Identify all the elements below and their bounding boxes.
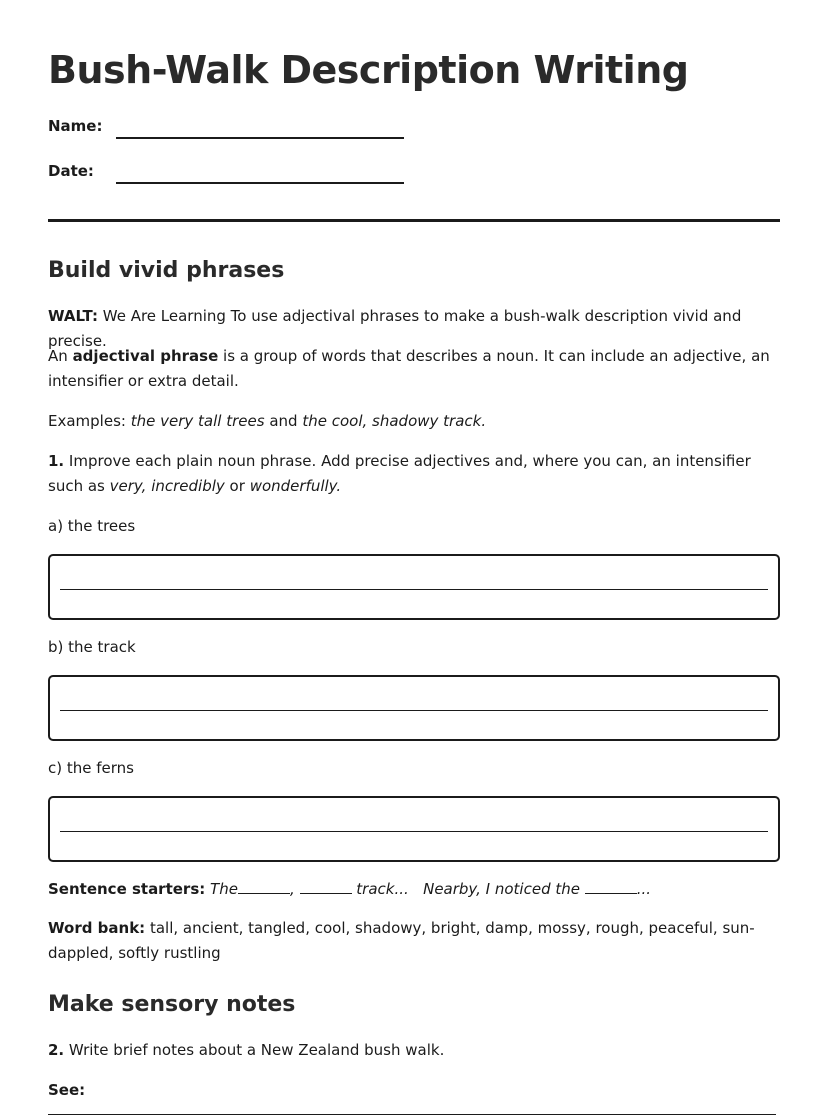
q1-word-1: very,: [109, 477, 147, 495]
write-line: [60, 589, 768, 590]
q1-or: or: [229, 477, 245, 495]
item-label-b: b) the track: [48, 638, 136, 656]
wordbank-text: tall, ancient, tangled, cool, shadowy, bright, damp, mossy, rough, peaceful, sun-dappled, softly rustling: [48, 919, 755, 962]
date-field[interactable]: [116, 182, 404, 184]
q1-number: 1.: [48, 452, 65, 470]
header-divider: [48, 219, 780, 222]
answer-box-c[interactable]: [48, 796, 780, 862]
question-1: [48, 449, 780, 499]
starter-1-a: The: [210, 880, 238, 898]
examples-and: and: [269, 412, 298, 430]
item-label-a: a) the trees: [48, 517, 136, 535]
wordbank-label: Word bank:: [48, 919, 146, 937]
blank-line: [238, 881, 290, 894]
answer-box-a[interactable]: [48, 554, 780, 620]
q1-text: Improve each plain noun phrase. Add precise adjectives and, where you can, an intensifier such as: [48, 452, 751, 495]
walt-label: WALT:: [48, 307, 98, 325]
q1-word-3: wonderfully.: [249, 477, 342, 495]
section-heading-sensory: Make sensory notes: [48, 992, 296, 1017]
page-title: Bush-Walk Description Writing: [48, 48, 689, 92]
starter-1-c: track...: [356, 880, 409, 898]
question-2: [48, 1038, 780, 1063]
write-line: [60, 831, 768, 832]
answer-box-b[interactable]: [48, 675, 780, 741]
definition-pre: An: [48, 347, 68, 365]
see-label: [48, 1078, 780, 1103]
see-label-text: See:: [48, 1081, 86, 1099]
examples-paragraph: [48, 409, 780, 434]
sentence-starters: [48, 877, 780, 902]
examples-label: Examples:: [48, 412, 126, 430]
walt-text: We Are Learning To use adjectival phrases to make a bush-walk description vivid and precise.: [48, 307, 742, 350]
write-line: [60, 710, 768, 711]
starter-1-b: ,: [289, 880, 295, 898]
starters-label: Sentence starters:: [48, 880, 206, 898]
q2-text: Write brief notes about a New Zealand bush walk.: [68, 1041, 445, 1059]
section-heading-phrases: Build vivid phrases: [48, 258, 285, 283]
q2-number: 2.: [48, 1041, 65, 1059]
example-1: the very tall trees: [130, 412, 265, 430]
starter-2-a: Nearby, I noticed the: [423, 880, 580, 898]
item-label-c: c) the ferns: [48, 759, 134, 777]
definition-paragraph: [48, 344, 780, 394]
example-2: the cool, shadowy track.: [302, 412, 487, 430]
date-label: Date:: [48, 162, 94, 180]
name-label: Name:: [48, 117, 103, 135]
definition-term: adjectival phrase: [72, 347, 219, 365]
see-write-line[interactable]: [48, 1114, 776, 1115]
name-field[interactable]: [116, 137, 404, 139]
q1-word-2: incredibly: [151, 477, 225, 495]
blank-line: [300, 881, 352, 894]
starter-2-b: ...: [636, 880, 652, 898]
word-bank: [48, 916, 780, 966]
definition-post: is a group of words that describes a noun. It can include an adjective, an intensifier or extra detail.: [48, 347, 770, 390]
blank-line: [585, 881, 637, 894]
